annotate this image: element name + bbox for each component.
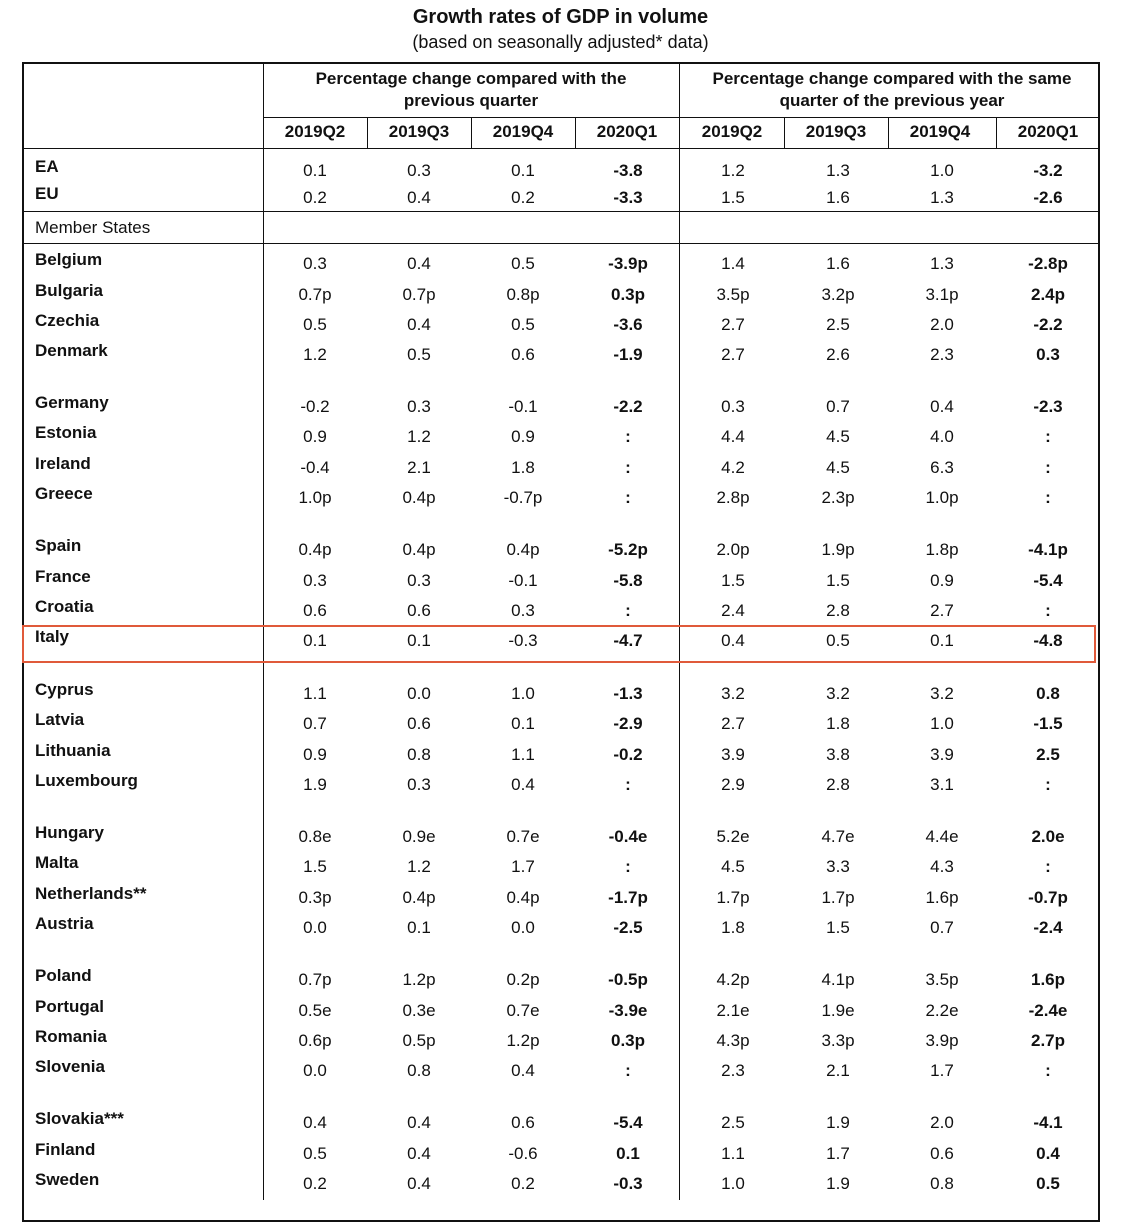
table-cell: 2.0 bbox=[930, 315, 954, 334]
table-cell: 1.4 bbox=[721, 254, 745, 273]
country-row-label: France bbox=[35, 567, 91, 586]
table-cell: : bbox=[1045, 1061, 1051, 1080]
table-cell: 3.1 bbox=[930, 775, 954, 794]
country-row-label: Greece bbox=[35, 484, 93, 503]
table-cell: 1.0 bbox=[511, 684, 535, 703]
table-cell: -2.8p bbox=[1028, 254, 1068, 273]
country-row-label: Luxembourg bbox=[35, 771, 138, 790]
table-cell: 0.1 bbox=[511, 714, 535, 733]
table-cell: 0.2 bbox=[511, 1174, 535, 1193]
table-cell: 3.2 bbox=[721, 684, 745, 703]
table-cell: 0.6p bbox=[298, 1031, 332, 1050]
table-cell: : bbox=[625, 857, 631, 876]
table-cell: 2.0 bbox=[930, 1113, 954, 1132]
table-cell: 0.5e bbox=[298, 1001, 332, 1020]
table-cell: -2.4e bbox=[1028, 1001, 1068, 1020]
table-cell: : bbox=[1045, 601, 1051, 620]
table-cell: 3.9p bbox=[925, 1031, 959, 1050]
highlight-box-italy bbox=[22, 625, 1096, 663]
table-cell: 1.7 bbox=[511, 857, 535, 876]
table-cell: 0.4 bbox=[303, 1113, 327, 1132]
table-cell: 0.6 bbox=[511, 345, 535, 364]
table-cell: 2.1 bbox=[826, 1061, 850, 1080]
table-cell: 0.5 bbox=[826, 631, 850, 650]
table-cell: -0.1 bbox=[508, 571, 538, 590]
table-cell: 1.7p bbox=[821, 888, 855, 907]
table-cell: 0.9 bbox=[930, 571, 954, 590]
section-label-divider bbox=[23, 243, 1099, 244]
country-row-label: Lithuania bbox=[35, 741, 111, 760]
table-cell: -0.3 bbox=[508, 631, 538, 650]
table-cell: -0.7p bbox=[1028, 888, 1068, 907]
table-cell: -2.6 bbox=[1033, 188, 1063, 207]
table-cell: -3.2 bbox=[1033, 161, 1063, 180]
table-cell: 3.3 bbox=[826, 857, 850, 876]
table-cell: 0.5 bbox=[511, 254, 535, 273]
table-cell: -3.6 bbox=[613, 315, 643, 334]
table-cell: 1.5 bbox=[721, 571, 745, 590]
table-cell: 0.8 bbox=[930, 1174, 954, 1193]
table-cell: 0.2 bbox=[511, 188, 535, 207]
table-cell: 2.8 bbox=[826, 775, 850, 794]
header-quarter: 2019Q4 bbox=[909, 122, 971, 141]
table-cell: 1.2 bbox=[303, 345, 327, 364]
table-cell: 4.2 bbox=[721, 458, 745, 477]
table-cell: 0.6 bbox=[511, 1113, 535, 1132]
table-cell: -3.9p bbox=[608, 254, 648, 273]
table-cell: 0.4 bbox=[1036, 1144, 1060, 1163]
table-cell: 0.3 bbox=[303, 571, 327, 590]
table-cell: 1.9e bbox=[821, 1001, 855, 1020]
table-cell: 0.3 bbox=[1036, 345, 1060, 364]
table-cell: -5.8 bbox=[613, 571, 643, 590]
table-cell: 4.5 bbox=[826, 427, 850, 446]
table-cell: 0.5 bbox=[407, 345, 431, 364]
table-cell: 1.0 bbox=[721, 1174, 745, 1193]
table-cell: 0.9 bbox=[511, 427, 535, 446]
table-cell: : bbox=[1045, 488, 1051, 507]
table-cell: 0.4 bbox=[511, 775, 535, 794]
country-row-label: Croatia bbox=[35, 597, 94, 616]
country-row-label: Italy bbox=[35, 627, 70, 646]
table-cell: -0.5p bbox=[608, 970, 648, 989]
country-row-label: Sweden bbox=[35, 1170, 100, 1189]
table-cell: 3.3p bbox=[821, 1031, 855, 1050]
table-cell: 0.3p bbox=[610, 1031, 646, 1050]
table-cell: : bbox=[625, 775, 631, 794]
table-cell: 1.8p bbox=[925, 540, 959, 559]
table-cell: 1.1 bbox=[721, 1144, 745, 1163]
table-cell: 0.4 bbox=[930, 397, 954, 416]
table-cell: 0.3p bbox=[298, 888, 332, 907]
table-cell: 0.8p bbox=[506, 285, 540, 304]
country-row-label: Slovenia bbox=[35, 1057, 105, 1076]
table-cell: 0.1 bbox=[616, 1144, 640, 1163]
table-cell: 0.7p bbox=[298, 285, 332, 304]
table-cell: -1.7p bbox=[608, 888, 648, 907]
table-cell: 0.4 bbox=[407, 1144, 431, 1163]
table-cell: 1.5 bbox=[721, 188, 745, 207]
table-cell: 0.6 bbox=[930, 1144, 954, 1163]
table-cell: -5.4 bbox=[613, 1113, 643, 1132]
table-cell: 0.7p bbox=[298, 970, 332, 989]
table-cell: 0.4p bbox=[402, 540, 436, 559]
table-cell: -2.9 bbox=[613, 714, 643, 733]
table-cell: -3.9e bbox=[608, 1001, 648, 1020]
table-cell: 0.1 bbox=[407, 918, 431, 937]
table-cell: 0.1 bbox=[511, 161, 535, 180]
aggregates-bottom-divider bbox=[23, 211, 1099, 212]
table-cell: : bbox=[625, 488, 631, 507]
table-cell: 0.4p bbox=[298, 540, 332, 559]
table-cell: 1.2 bbox=[407, 857, 431, 876]
table-cell: 0.1 bbox=[407, 631, 431, 650]
table-cell: 1.2p bbox=[506, 1031, 540, 1050]
aggregate-row-label: EA bbox=[35, 157, 59, 176]
table-cell: 1.1 bbox=[511, 745, 535, 764]
table-cell: 0.5 bbox=[1036, 1174, 1060, 1193]
table-cell: 2.8p bbox=[716, 488, 750, 507]
table-cell: 0.7 bbox=[303, 714, 327, 733]
table-cell: 4.3p bbox=[716, 1031, 750, 1050]
table-cell: -0.2 bbox=[300, 397, 330, 416]
table-cell: : bbox=[625, 458, 631, 477]
table-cell: 2.5 bbox=[721, 1113, 745, 1132]
table-cell: 0.4p bbox=[402, 488, 436, 507]
table-cell: 0.7 bbox=[930, 918, 954, 937]
table-cell: 1.3 bbox=[826, 161, 850, 180]
table-cell: 0.0 bbox=[303, 1061, 327, 1080]
table-cell: 1.9 bbox=[826, 1113, 850, 1132]
table-cell: 0.3 bbox=[303, 254, 327, 273]
table-subtitle: (based on seasonally adjusted* data) bbox=[412, 32, 709, 52]
table-cell: -2.5 bbox=[613, 918, 643, 937]
table-cell: -0.1 bbox=[508, 397, 538, 416]
table-cell: 0.2p bbox=[506, 970, 540, 989]
country-row-label: Netherlands** bbox=[35, 884, 147, 903]
table-cell: 3.2p bbox=[821, 285, 855, 304]
table-cell: 1.7 bbox=[930, 1061, 954, 1080]
table-cell: 4.4e bbox=[925, 827, 959, 846]
table-cell: 1.8 bbox=[721, 918, 745, 937]
table-cell: 0.5 bbox=[303, 315, 327, 334]
table-cell: 4.7e bbox=[821, 827, 855, 846]
table-cell: -0.6 bbox=[508, 1144, 538, 1163]
table-cell: -2.2 bbox=[1033, 315, 1063, 334]
table-cell: 2.1 bbox=[407, 458, 431, 477]
table-cell: 0.4p bbox=[506, 888, 540, 907]
table-cell: 4.3 bbox=[930, 857, 954, 876]
table-cell: 1.8 bbox=[511, 458, 535, 477]
table-cell: -4.7 bbox=[613, 631, 643, 650]
table-cell: 0.4p bbox=[402, 888, 436, 907]
table-cell: 0.1 bbox=[303, 161, 327, 180]
table-cell: 0.6 bbox=[407, 714, 431, 733]
table-cell: 2.0p bbox=[716, 540, 750, 559]
table-cell: 1.6 bbox=[826, 254, 850, 273]
table-cell: 1.7p bbox=[716, 888, 750, 907]
header-quarter: 2019Q2 bbox=[284, 122, 346, 141]
table-cell: : bbox=[1045, 775, 1051, 794]
table-cell: 2.4p bbox=[1030, 285, 1066, 304]
table-cell: 1.1 bbox=[303, 684, 327, 703]
table-cell: 3.8 bbox=[826, 745, 850, 764]
table-cell: 0.1 bbox=[303, 631, 327, 650]
table-cell: 0.8 bbox=[407, 745, 431, 764]
table-cell: 2.4 bbox=[721, 601, 745, 620]
table-cell: -4.8 bbox=[1033, 631, 1063, 650]
table-cell: 1.2 bbox=[407, 427, 431, 446]
table-cell: 0.3p bbox=[610, 285, 646, 304]
table-cell: 1.3 bbox=[930, 188, 954, 207]
table-cell: 0.4 bbox=[407, 254, 431, 273]
table-cell: -1.9 bbox=[613, 345, 643, 364]
table-cell: 2.1e bbox=[716, 1001, 750, 1020]
table-cell: 1.2p bbox=[402, 970, 436, 989]
country-row-label: Germany bbox=[35, 393, 109, 412]
table-cell: -0.3 bbox=[613, 1174, 643, 1193]
table-cell: 0.4 bbox=[511, 1061, 535, 1080]
table-cell: 1.6p bbox=[1030, 970, 1066, 989]
table-cell: : bbox=[625, 1061, 631, 1080]
table-cell: 0.8e bbox=[298, 827, 332, 846]
country-row-label: Estonia bbox=[35, 423, 97, 442]
table-cell: 0.3 bbox=[721, 397, 745, 416]
table-cell: 3.2 bbox=[930, 684, 954, 703]
table-cell: -0.2 bbox=[613, 745, 643, 764]
table-cell: 1.9 bbox=[826, 1174, 850, 1193]
table-cell: 3.9 bbox=[930, 745, 954, 764]
table-cell: 0.3e bbox=[402, 1001, 436, 1020]
country-row-label: Hungary bbox=[35, 823, 104, 842]
table-cell: 0.5 bbox=[511, 315, 535, 334]
table-cell: -0.7p bbox=[503, 488, 543, 507]
table-cell: 4.5 bbox=[721, 857, 745, 876]
table-cell: 6.3 bbox=[930, 458, 954, 477]
table-cell: 2.2e bbox=[925, 1001, 959, 1020]
table-cell: : bbox=[625, 427, 631, 446]
country-row-label: Bulgaria bbox=[35, 281, 104, 300]
table-cell: 2.5 bbox=[1036, 745, 1060, 764]
table-title: Growth rates of GDP in volume bbox=[412, 6, 709, 28]
table-cell: 5.2e bbox=[716, 827, 750, 846]
table-cell: 0.7 bbox=[826, 397, 850, 416]
table-cell: 1.5 bbox=[303, 857, 327, 876]
table-cell: -1.3 bbox=[613, 684, 643, 703]
table-cell: 0.7e bbox=[506, 1001, 540, 1020]
table-cell: -0.4 bbox=[300, 458, 330, 477]
table-cell: 2.0e bbox=[1031, 827, 1065, 846]
table-cell: 0.1 bbox=[930, 631, 954, 650]
table-cell: -1.5 bbox=[1033, 714, 1063, 733]
table-cell: : bbox=[1045, 458, 1051, 477]
table-cell: 0.8 bbox=[407, 1061, 431, 1080]
table-cell: 0.0 bbox=[303, 918, 327, 937]
table-cell: 2.7 bbox=[721, 345, 745, 364]
table-cell: 2.9 bbox=[721, 775, 745, 794]
table-cell: 2.5 bbox=[826, 315, 850, 334]
table-cell: 1.7 bbox=[826, 1144, 850, 1163]
table-cell: 1.0p bbox=[298, 488, 332, 507]
table-cell: 1.8 bbox=[826, 714, 850, 733]
table-cell: -5.4 bbox=[1033, 571, 1063, 590]
table-cell: 0.8 bbox=[1036, 684, 1060, 703]
header-quarter: 2019Q3 bbox=[805, 122, 867, 141]
header-quarter: 2019Q3 bbox=[388, 122, 450, 141]
header-quarter: 2019Q2 bbox=[701, 122, 763, 141]
table-cell: 0.3 bbox=[511, 601, 535, 620]
table-cell: 2.3p bbox=[821, 488, 855, 507]
table-cell: -4.1 bbox=[1033, 1113, 1063, 1132]
table-cell: -4.1p bbox=[1028, 540, 1068, 559]
table-cell: 1.3 bbox=[930, 254, 954, 273]
header-quarter: 2020Q1 bbox=[596, 122, 658, 141]
country-row-label: Malta bbox=[35, 853, 79, 872]
table-cell: 0.7e bbox=[506, 827, 540, 846]
table-cell: -2.3 bbox=[1033, 397, 1063, 416]
table-cell: 4.4 bbox=[721, 427, 745, 446]
table-cell: 1.2 bbox=[721, 161, 745, 180]
table-cell: 1.9 bbox=[303, 775, 327, 794]
table-cell: 2.3 bbox=[721, 1061, 745, 1080]
country-row-label: Poland bbox=[35, 966, 92, 985]
table-cell: -2.4 bbox=[1033, 918, 1063, 937]
table-cell: 0.3 bbox=[407, 161, 431, 180]
table-cell: 2.7 bbox=[721, 315, 745, 334]
table-cell: 2.6 bbox=[826, 345, 850, 364]
country-row-label: Spain bbox=[35, 536, 82, 555]
country-row-label: Belgium bbox=[35, 250, 103, 269]
header-group-qoq: Percentage change compared with the previous quarter bbox=[315, 69, 627, 110]
table-cell: 0.4p bbox=[506, 540, 540, 559]
table-cell: : bbox=[1045, 427, 1051, 446]
country-row-label: Denmark bbox=[35, 341, 108, 360]
header-group-yoy: Percentage change compared with the same quarter of the previous year bbox=[712, 69, 1072, 110]
table-cell: 0.6 bbox=[303, 601, 327, 620]
country-row-label: Slovakia*** bbox=[35, 1109, 124, 1128]
table-cell: 0.0 bbox=[407, 684, 431, 703]
country-row-label: Austria bbox=[35, 914, 94, 933]
country-row-label: Czechia bbox=[35, 311, 100, 330]
table-cell: 1.6 bbox=[826, 188, 850, 207]
table-cell: 0.4 bbox=[407, 315, 431, 334]
table-cell: 0.9 bbox=[303, 427, 327, 446]
table-cell: 0.9e bbox=[402, 827, 436, 846]
table-cell: 0.6 bbox=[407, 601, 431, 620]
table-cell: 4.5 bbox=[826, 458, 850, 477]
table-cell: 1.0p bbox=[925, 488, 959, 507]
country-row-label: Romania bbox=[35, 1027, 107, 1046]
header-bottom-divider bbox=[23, 148, 1099, 149]
section-label-member-states: Member States bbox=[35, 218, 151, 237]
table-cell: 1.5 bbox=[826, 571, 850, 590]
table-cell: 0.2 bbox=[303, 1174, 327, 1193]
table-cell: 0.3 bbox=[407, 397, 431, 416]
table-cell: 3.5p bbox=[716, 285, 750, 304]
country-row-label: Portugal bbox=[35, 997, 104, 1016]
table-cell: 4.2p bbox=[716, 970, 750, 989]
table-cell: -3.3 bbox=[613, 188, 643, 207]
table-cell: 2.7 bbox=[721, 714, 745, 733]
table-cell: 2.3 bbox=[930, 345, 954, 364]
table-cell: 0.3 bbox=[407, 571, 431, 590]
table-cell: 4.1p bbox=[821, 970, 855, 989]
table-cell: 0.7p bbox=[402, 285, 436, 304]
table-cell: 3.1p bbox=[925, 285, 959, 304]
table-cell: 3.9 bbox=[721, 745, 745, 764]
country-row-label: Cyprus bbox=[35, 680, 94, 699]
country-row-label: Ireland bbox=[35, 454, 91, 473]
table-cell: 0.5 bbox=[303, 1144, 327, 1163]
header-quarter: 2020Q1 bbox=[1017, 122, 1079, 141]
header-row-divider bbox=[263, 117, 1099, 118]
table-cell: : bbox=[625, 601, 631, 620]
table-cell: -5.2p bbox=[608, 540, 648, 559]
table-cell: 1.0 bbox=[930, 161, 954, 180]
header-quarter: 2019Q4 bbox=[492, 122, 554, 141]
table-cell: -0.4e bbox=[608, 827, 648, 846]
table-cell: 0.5p bbox=[402, 1031, 436, 1050]
aggregate-row-label: EU bbox=[35, 184, 59, 203]
table-cell: 4.0 bbox=[930, 427, 954, 446]
table-cell: 2.8 bbox=[826, 601, 850, 620]
table-cell: 0.4 bbox=[407, 1113, 431, 1132]
table-cell: 0.4 bbox=[407, 188, 431, 207]
table-cell: 1.9p bbox=[821, 540, 855, 559]
table-cell: 3.2 bbox=[826, 684, 850, 703]
table-cell: 0.3 bbox=[407, 775, 431, 794]
table-cell: 0.9 bbox=[303, 745, 327, 764]
country-row-label: Latvia bbox=[35, 710, 85, 729]
table-cell: 1.0 bbox=[930, 714, 954, 733]
table-cell: 3.5p bbox=[925, 970, 959, 989]
table-cell: : bbox=[1045, 857, 1051, 876]
country-row-label: Finland bbox=[35, 1140, 96, 1159]
table-cell: -2.2 bbox=[613, 397, 643, 416]
table-cell: 0.4 bbox=[407, 1174, 431, 1193]
table-cell: 1.6p bbox=[925, 888, 959, 907]
table-cell: 0.4 bbox=[721, 631, 745, 650]
table-cell: 1.5 bbox=[826, 918, 850, 937]
table-cell: 2.7p bbox=[1030, 1031, 1066, 1050]
table-cell: -3.8 bbox=[613, 161, 643, 180]
table-cell: 2.7 bbox=[930, 601, 954, 620]
table-cell: 0.0 bbox=[511, 918, 535, 937]
table-cell: 0.2 bbox=[303, 188, 327, 207]
